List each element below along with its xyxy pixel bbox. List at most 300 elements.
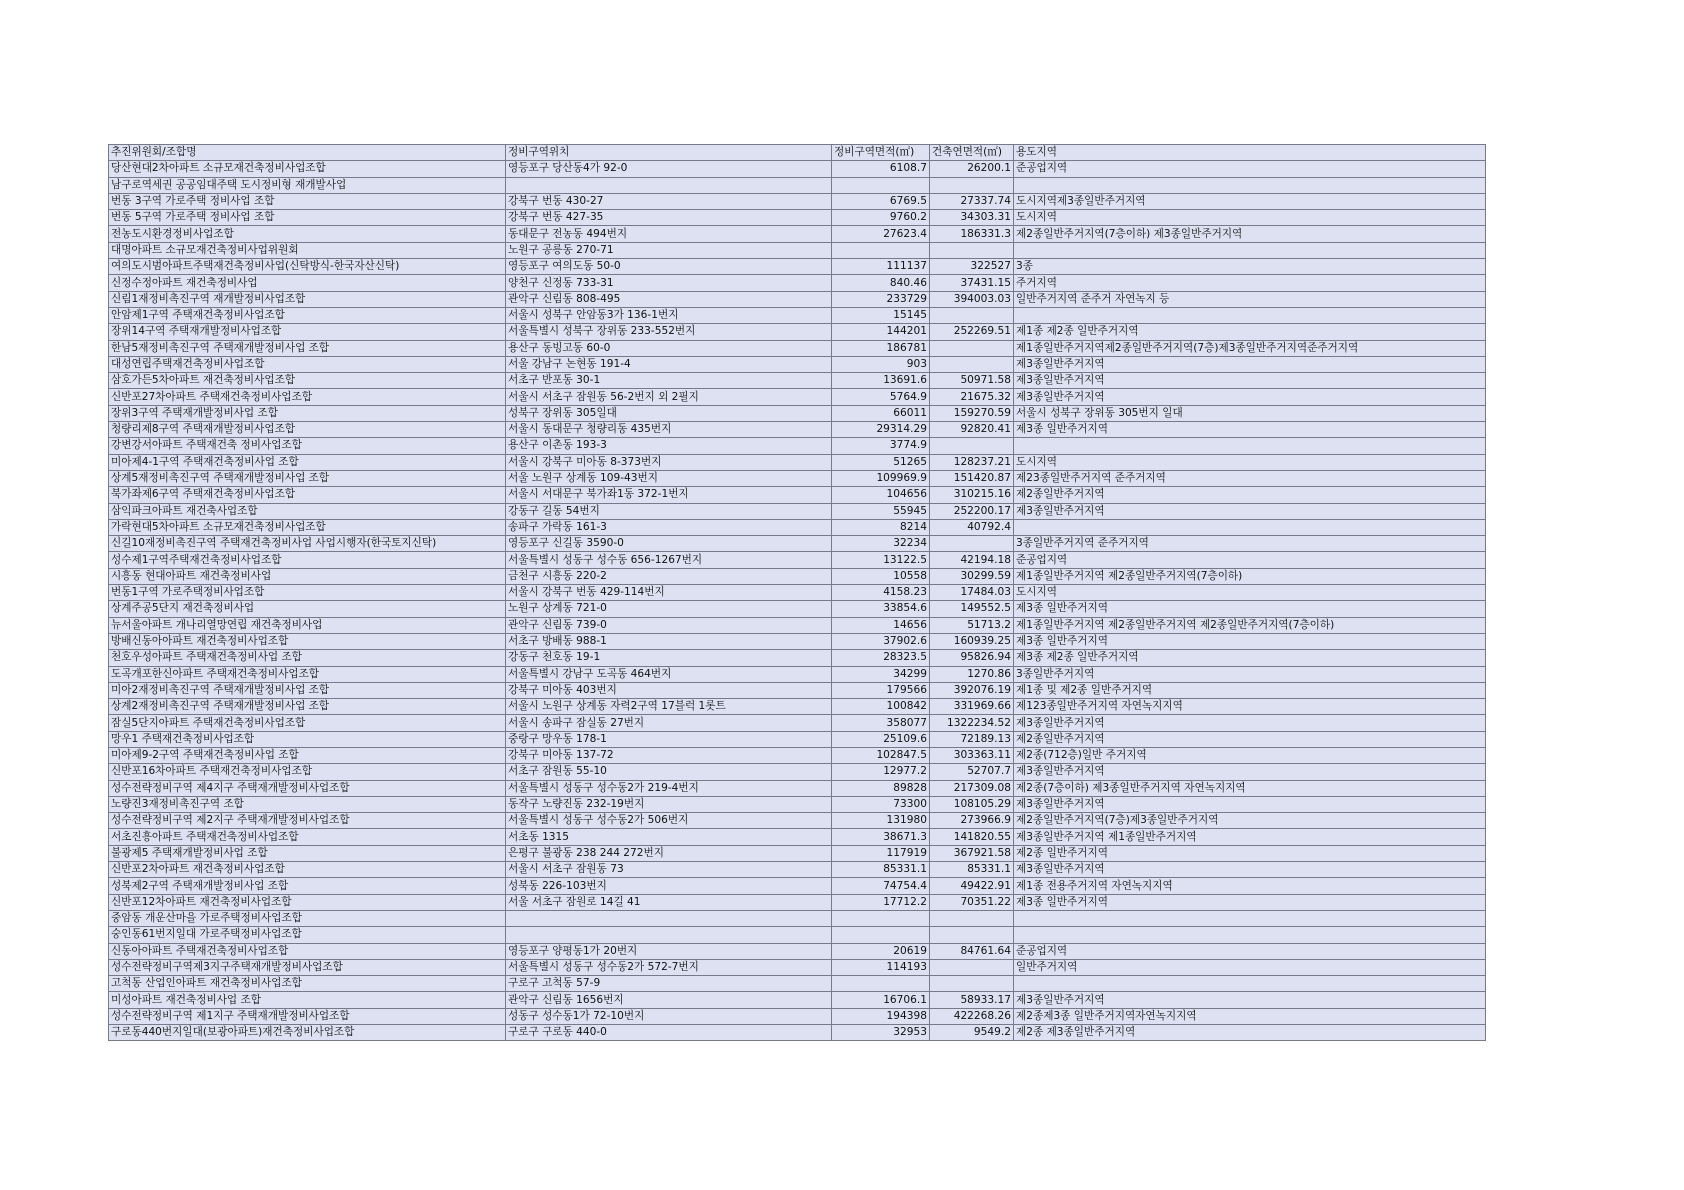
association-cell: 신반포12차아파트 재건축정비사업조합 bbox=[109, 894, 506, 910]
association-cell: 강변강서아파트 주택재건축 정비사업조합 bbox=[109, 438, 506, 454]
table-row bbox=[109, 862, 1486, 878]
location-cell: 송파구 가락동 161-3 bbox=[506, 519, 832, 535]
floor-area-cell: 49422.91 bbox=[930, 878, 1014, 894]
redevelopment-table bbox=[108, 144, 1486, 1041]
zoning-cell: 제2종일반주거지역 bbox=[1014, 487, 1486, 503]
floor-area-cell bbox=[930, 438, 1014, 454]
location-cell: 중랑구 망우동 178-1 bbox=[506, 731, 832, 747]
area-cell bbox=[832, 910, 930, 926]
floor-area-cell: 58933.17 bbox=[930, 992, 1014, 1008]
zoning-cell: 3종 bbox=[1014, 259, 1486, 275]
area-cell bbox=[832, 242, 930, 258]
floor-area-cell: 42194.18 bbox=[930, 552, 1014, 568]
area-cell: 73300 bbox=[832, 796, 930, 812]
floor-area-cell bbox=[930, 976, 1014, 992]
area-cell: 358077 bbox=[832, 715, 930, 731]
location-cell: 관악구 신림동 808-495 bbox=[506, 291, 832, 307]
association-cell: 성수제1구역주택재건축정비사업조합 bbox=[109, 552, 506, 568]
floor-area-cell bbox=[930, 927, 1014, 943]
table-row bbox=[109, 878, 1486, 894]
association-cell: 여의도시범아파트주택재건축정비사업(신탁방식-한국자산신탁) bbox=[109, 259, 506, 275]
table-row bbox=[109, 536, 1486, 552]
area-cell: 34299 bbox=[832, 666, 930, 682]
area-cell: 194398 bbox=[832, 1008, 930, 1024]
floor-area-cell: 149552.5 bbox=[930, 601, 1014, 617]
association-cell: 삼익파크아파트 재건축사업조합 bbox=[109, 503, 506, 519]
zoning-cell: 제3종일반주거지역 bbox=[1014, 764, 1486, 780]
association-cell: 번동 5구역 가로주택 정비사업 조합 bbox=[109, 210, 506, 226]
table-row bbox=[109, 438, 1486, 454]
table-row bbox=[109, 666, 1486, 682]
floor-area-cell: 108105.29 bbox=[930, 796, 1014, 812]
association-cell: 신반포2차아파트 재건축정비사업조합 bbox=[109, 862, 506, 878]
area-cell: 89828 bbox=[832, 780, 930, 796]
floor-area-cell bbox=[930, 536, 1014, 552]
location-cell: 서울특별시 성동구 성수동2가 219-4번지 bbox=[506, 780, 832, 796]
location-cell: 강북구 미아동 137-72 bbox=[506, 747, 832, 763]
association-cell: 뉴서울아파트 개나리열망연립 재건축정비사업 bbox=[109, 617, 506, 633]
location-cell: 강동구 천호동 19-1 bbox=[506, 650, 832, 666]
table-row bbox=[109, 259, 1486, 275]
header-cell-association: 추진위원회/조합명 bbox=[109, 145, 506, 161]
location-cell: 금천구 시흥동 220-2 bbox=[506, 568, 832, 584]
location-cell: 서울시 강북구 미아동 8-373번지 bbox=[506, 454, 832, 470]
association-cell: 성수전략정비구역 제2지구 주택재개발정비사업조합 bbox=[109, 813, 506, 829]
location-cell: 서초구 반포동 30-1 bbox=[506, 373, 832, 389]
location-cell: 서울시 노원구 상계동 자력2구역 17블럭 1롯트 bbox=[506, 699, 832, 715]
location-cell bbox=[506, 927, 832, 943]
zoning-cell: 도시지역 bbox=[1014, 585, 1486, 601]
area-cell: 100842 bbox=[832, 699, 930, 715]
area-cell bbox=[832, 927, 930, 943]
association-cell: 방배신동아아파트 재건축정비사업조합 bbox=[109, 633, 506, 649]
table-row bbox=[109, 796, 1486, 812]
area-cell: 114193 bbox=[832, 959, 930, 975]
location-cell: 강북구 미아동 403번지 bbox=[506, 682, 832, 698]
zoning-cell: 제3종일반주거지역 제1종일반주거지역 bbox=[1014, 829, 1486, 845]
location-cell: 영등포구 당산동4가 92-0 bbox=[506, 161, 832, 177]
table-row bbox=[109, 813, 1486, 829]
floor-area-cell: 128237.21 bbox=[930, 454, 1014, 470]
floor-area-cell bbox=[930, 356, 1014, 372]
table-row bbox=[109, 845, 1486, 861]
association-cell: 북가좌제6구역 주택재건축정비사업조합 bbox=[109, 487, 506, 503]
table-row bbox=[109, 389, 1486, 405]
location-cell: 구로구 고척동 57-9 bbox=[506, 976, 832, 992]
floor-area-cell: 52707.7 bbox=[930, 764, 1014, 780]
table-row bbox=[109, 487, 1486, 503]
area-cell: 25109.6 bbox=[832, 731, 930, 747]
zoning-cell: 제1종 제2종 일반주거지역 bbox=[1014, 324, 1486, 340]
floor-area-cell: 273966.9 bbox=[930, 813, 1014, 829]
area-cell: 13122.5 bbox=[832, 552, 930, 568]
floor-area-cell: 9549.2 bbox=[930, 1025, 1014, 1041]
table-row bbox=[109, 910, 1486, 926]
table-row bbox=[109, 470, 1486, 486]
association-cell: 장위14구역 주택재개발정비사업조합 bbox=[109, 324, 506, 340]
association-cell: 미아2재정비촉진구역 주택재개발정비사업 조합 bbox=[109, 682, 506, 698]
zoning-cell: 제3종일반주거지역 bbox=[1014, 862, 1486, 878]
area-cell: 903 bbox=[832, 356, 930, 372]
association-cell: 잠실5단지아파트 주택재건축정비사업조합 bbox=[109, 715, 506, 731]
table-body bbox=[109, 145, 1486, 1041]
zoning-cell: 제3종 일반주거지역 bbox=[1014, 633, 1486, 649]
location-cell: 서울시 동대문구 청량리동 435번지 bbox=[506, 422, 832, 438]
location-cell: 영등포구 여의도동 50-0 bbox=[506, 259, 832, 275]
zoning-cell: 도시지역제3종일반주거지역 bbox=[1014, 193, 1486, 209]
area-cell: 38671.3 bbox=[832, 829, 930, 845]
floor-area-cell: 252269.51 bbox=[930, 324, 1014, 340]
floor-area-cell: 322527 bbox=[930, 259, 1014, 275]
zoning-cell: 제3종일반주거지역 bbox=[1014, 373, 1486, 389]
location-cell: 성북동 226-103번지 bbox=[506, 878, 832, 894]
zoning-cell: 제3종 제2종 일반주거지역 bbox=[1014, 650, 1486, 666]
zoning-cell: 준공업지역 bbox=[1014, 161, 1486, 177]
area-cell: 28323.5 bbox=[832, 650, 930, 666]
floor-area-cell: 394003.03 bbox=[930, 291, 1014, 307]
association-cell: 중암동 개운산마을 가로주택정비사업조합 bbox=[109, 910, 506, 926]
association-cell: 청량리제8구역 주택재개발정비사업조합 bbox=[109, 422, 506, 438]
table-row bbox=[109, 682, 1486, 698]
floor-area-cell: 392076.19 bbox=[930, 682, 1014, 698]
zoning-cell: 제3종일반주거지역 bbox=[1014, 389, 1486, 405]
floor-area-cell: 310215.16 bbox=[930, 487, 1014, 503]
table-row bbox=[109, 585, 1486, 601]
table-row bbox=[109, 764, 1486, 780]
zoning-cell: 일반주거지역 준주거 자연녹지 등 bbox=[1014, 291, 1486, 307]
zoning-cell bbox=[1014, 927, 1486, 943]
table-row bbox=[109, 422, 1486, 438]
association-cell: 신길10재정비촉진구역 주택재건축정비사업 사업시행자(한국토지신탁) bbox=[109, 536, 506, 552]
zoning-cell: 제2종 제3종일반주거지역 bbox=[1014, 1025, 1486, 1041]
area-cell: 55945 bbox=[832, 503, 930, 519]
zoning-cell: 제1종일반주거지역 제2종일반주거지역(7층이하) bbox=[1014, 568, 1486, 584]
floor-area-cell: 40792.4 bbox=[930, 519, 1014, 535]
table-row bbox=[109, 617, 1486, 633]
floor-area-cell: 34303.31 bbox=[930, 210, 1014, 226]
location-cell: 성북구 장위동 305일대 bbox=[506, 405, 832, 421]
association-cell: 성수전략정비구역제3지구주택재개발정비사업조합 bbox=[109, 959, 506, 975]
zoning-cell: 제3종일반주거지역 bbox=[1014, 796, 1486, 812]
association-cell: 대명아파트 소규모재건축정비사업위원회 bbox=[109, 242, 506, 258]
area-cell: 840.46 bbox=[832, 275, 930, 291]
floor-area-cell bbox=[930, 307, 1014, 323]
location-cell: 영등포구 신길동 3590-0 bbox=[506, 536, 832, 552]
floor-area-cell: 30299.59 bbox=[930, 568, 1014, 584]
floor-area-cell: 186331.3 bbox=[930, 226, 1014, 242]
table-row bbox=[109, 454, 1486, 470]
association-cell: 상계5재정비촉진구역 주택재개발정비사업 조합 bbox=[109, 470, 506, 486]
table-row bbox=[109, 340, 1486, 356]
table-row bbox=[109, 552, 1486, 568]
floor-area-cell: 21675.32 bbox=[930, 389, 1014, 405]
area-cell: 144201 bbox=[832, 324, 930, 340]
table-row bbox=[109, 161, 1486, 177]
association-cell: 시흥동 현대아파트 재건축정비사업 bbox=[109, 568, 506, 584]
area-cell: 37902.6 bbox=[832, 633, 930, 649]
floor-area-cell: 217309.08 bbox=[930, 780, 1014, 796]
area-cell: 186781 bbox=[832, 340, 930, 356]
location-cell: 서울 강남구 논현동 191-4 bbox=[506, 356, 832, 372]
zoning-cell: 일반주거지역 bbox=[1014, 959, 1486, 975]
location-cell: 구로구 구로동 440-0 bbox=[506, 1025, 832, 1041]
area-cell: 5764.9 bbox=[832, 389, 930, 405]
table-row bbox=[109, 324, 1486, 340]
location-cell: 동대문구 전농동 494번지 bbox=[506, 226, 832, 242]
floor-area-cell: 422268.26 bbox=[930, 1008, 1014, 1024]
location-cell: 서울특별시 성동구 성수동2가 572-7번지 bbox=[506, 959, 832, 975]
table-row bbox=[109, 1008, 1486, 1024]
association-cell: 도곡개포한신아파트 주택재건축정비사업조합 bbox=[109, 666, 506, 682]
table-row bbox=[109, 193, 1486, 209]
table-row bbox=[109, 992, 1486, 1008]
table-row bbox=[109, 373, 1486, 389]
floor-area-cell: 72189.13 bbox=[930, 731, 1014, 747]
zoning-cell: 제2종 일반주거지역 bbox=[1014, 845, 1486, 861]
zoning-cell bbox=[1014, 438, 1486, 454]
area-cell: 27623.4 bbox=[832, 226, 930, 242]
area-cell: 111137 bbox=[832, 259, 930, 275]
floor-area-cell: 1270.86 bbox=[930, 666, 1014, 682]
location-cell: 강북구 번동 430-27 bbox=[506, 193, 832, 209]
table-row bbox=[109, 829, 1486, 845]
area-cell bbox=[832, 177, 930, 193]
location-cell: 서울시 송파구 잠실동 27번지 bbox=[506, 715, 832, 731]
zoning-cell: 제3종일반주거지역 bbox=[1014, 503, 1486, 519]
association-cell: 대성연립주택재건축정비사업조합 bbox=[109, 356, 506, 372]
location-cell: 서울특별시 성동구 성수동 656-1267번지 bbox=[506, 552, 832, 568]
association-cell: 미성아파트 재건축정비사업 조합 bbox=[109, 992, 506, 1008]
header-cell-zoning: 용도지역 bbox=[1014, 145, 1486, 161]
location-cell bbox=[506, 910, 832, 926]
association-cell: 성북제2구역 주택재개발정비사업 조합 bbox=[109, 878, 506, 894]
header-cell-area: 정비구역면적(㎡) bbox=[832, 145, 930, 161]
area-cell: 33854.6 bbox=[832, 601, 930, 617]
floor-area-cell: 92820.41 bbox=[930, 422, 1014, 438]
table-row bbox=[109, 405, 1486, 421]
area-cell: 9760.2 bbox=[832, 210, 930, 226]
association-cell: 신정수정아파트 재건축정비사업 bbox=[109, 275, 506, 291]
location-cell: 서울시 서초구 잠원동 73 bbox=[506, 862, 832, 878]
location-cell: 노원구 공릉동 270-71 bbox=[506, 242, 832, 258]
zoning-cell: 제2종(712층)일반 주거지역 bbox=[1014, 747, 1486, 763]
table-row bbox=[109, 715, 1486, 731]
association-cell: 안암제1구역 주택재건축정비사업조합 bbox=[109, 307, 506, 323]
zoning-cell: 제3종 일반주거지역 bbox=[1014, 601, 1486, 617]
location-cell: 서울특별시 성동구 성수동2가 506번지 bbox=[506, 813, 832, 829]
zoning-cell bbox=[1014, 177, 1486, 193]
zoning-cell: 제2종일반주거지역(7층이하) 제3종일반주거지역 bbox=[1014, 226, 1486, 242]
zoning-cell bbox=[1014, 307, 1486, 323]
table-row bbox=[109, 291, 1486, 307]
zoning-cell: 제123종일반주거지역 자연녹지지역 bbox=[1014, 699, 1486, 715]
floor-area-cell: 50971.58 bbox=[930, 373, 1014, 389]
zoning-cell: 제2종제3종 일반주거지역자연녹지지역 bbox=[1014, 1008, 1486, 1024]
zoning-cell bbox=[1014, 976, 1486, 992]
table-row bbox=[109, 1025, 1486, 1041]
association-cell: 고척동 산업인아파트 재건축정비사업조합 bbox=[109, 976, 506, 992]
area-cell: 20619 bbox=[832, 943, 930, 959]
header-cell-floor-area: 건축연면적(㎡) bbox=[930, 145, 1014, 161]
area-cell: 117919 bbox=[832, 845, 930, 861]
table-row bbox=[109, 601, 1486, 617]
association-cell: 신반포16차아파트 주택재건축정비사업조합 bbox=[109, 764, 506, 780]
floor-area-cell: 27337.74 bbox=[930, 193, 1014, 209]
location-cell: 서울특별시 강남구 도곡동 464번지 bbox=[506, 666, 832, 682]
association-cell: 성수전략정비구역 제4지구 주택재개발정비사업조합 bbox=[109, 780, 506, 796]
location-cell: 관악구 신림동 739-0 bbox=[506, 617, 832, 633]
area-cell: 13691.6 bbox=[832, 373, 930, 389]
floor-area-cell bbox=[930, 242, 1014, 258]
area-cell: 109969.9 bbox=[832, 470, 930, 486]
table-row bbox=[109, 650, 1486, 666]
association-cell: 번동1구역 가로주택정비사업조합 bbox=[109, 585, 506, 601]
association-cell: 전농도시환경정비사업조합 bbox=[109, 226, 506, 242]
association-cell: 천호우성아파트 주택재건축정비사업 조합 bbox=[109, 650, 506, 666]
association-cell: 신반포27차아파트 주택재건축정비사업조합 bbox=[109, 389, 506, 405]
floor-area-cell: 252200.17 bbox=[930, 503, 1014, 519]
location-cell: 서울 노원구 상계동 109-43번지 bbox=[506, 470, 832, 486]
location-cell: 노원구 상계동 721-0 bbox=[506, 601, 832, 617]
association-cell: 서초진흥아파트 주택재건축정비사업조합 bbox=[109, 829, 506, 845]
area-cell: 6769.5 bbox=[832, 193, 930, 209]
zoning-cell: 준공업지역 bbox=[1014, 943, 1486, 959]
zoning-cell: 제23종일반주거지역 준주거지역 bbox=[1014, 470, 1486, 486]
association-cell: 한남5재정비촉진구역 주택재개발정비사업 조합 bbox=[109, 340, 506, 356]
association-cell: 불광제5 주택재개발정비사업 조합 bbox=[109, 845, 506, 861]
floor-area-cell: 367921.58 bbox=[930, 845, 1014, 861]
floor-area-cell: 160939.25 bbox=[930, 633, 1014, 649]
area-cell: 12977.2 bbox=[832, 764, 930, 780]
zoning-cell bbox=[1014, 519, 1486, 535]
location-cell: 서울시 성북구 안암동3가 136-1번지 bbox=[506, 307, 832, 323]
area-cell: 10558 bbox=[832, 568, 930, 584]
area-cell: 74754.4 bbox=[832, 878, 930, 894]
location-cell: 강북구 번동 427-35 bbox=[506, 210, 832, 226]
area-cell: 3774.9 bbox=[832, 438, 930, 454]
location-cell: 용산구 동빙고동 60-0 bbox=[506, 340, 832, 356]
zoning-cell: 제1종일반주거지역제2종일반주거지역(7층)제3종일반주거지역준주거지역 bbox=[1014, 340, 1486, 356]
association-cell: 삼호가든5차아파트 재건축정비사업조합 bbox=[109, 373, 506, 389]
area-cell: 66011 bbox=[832, 405, 930, 421]
table-row bbox=[109, 927, 1486, 943]
location-cell: 강동구 길동 54번지 bbox=[506, 503, 832, 519]
area-cell: 17712.2 bbox=[832, 894, 930, 910]
floor-area-cell: 37431.15 bbox=[930, 275, 1014, 291]
table-row bbox=[109, 699, 1486, 715]
zoning-cell: 제1종 전용주거지역 자연녹지지역 bbox=[1014, 878, 1486, 894]
floor-area-cell bbox=[930, 959, 1014, 975]
area-cell: 16706.1 bbox=[832, 992, 930, 1008]
table-row bbox=[109, 242, 1486, 258]
floor-area-cell: 85331.1 bbox=[930, 862, 1014, 878]
floor-area-cell: 84761.64 bbox=[930, 943, 1014, 959]
zoning-cell: 주거지역 bbox=[1014, 275, 1486, 291]
location-cell: 서울특별시 성북구 장위동 233-552번지 bbox=[506, 324, 832, 340]
location-cell: 서울시 서대문구 북가좌1동 372-1번지 bbox=[506, 487, 832, 503]
area-cell: 179566 bbox=[832, 682, 930, 698]
table-row bbox=[109, 894, 1486, 910]
zoning-cell bbox=[1014, 242, 1486, 258]
location-cell: 은평구 불광동 238 244 272번지 bbox=[506, 845, 832, 861]
zoning-cell: 제1종 및 제2종 일반주거지역 bbox=[1014, 682, 1486, 698]
location-cell: 서초동 1315 bbox=[506, 829, 832, 845]
table-row bbox=[109, 503, 1486, 519]
location-cell: 동작구 노량진동 232-19번지 bbox=[506, 796, 832, 812]
area-cell bbox=[832, 976, 930, 992]
association-cell: 가락현대5차아파트 소규모재건축정비사업조합 bbox=[109, 519, 506, 535]
floor-area-cell bbox=[930, 340, 1014, 356]
floor-area-cell: 1322234.52 bbox=[930, 715, 1014, 731]
zoning-cell: 3종일반주거지역 준주거지역 bbox=[1014, 536, 1486, 552]
association-cell: 성수전략정비구역 제1지구 주택재개발정비사업조합 bbox=[109, 1008, 506, 1024]
area-cell: 32953 bbox=[832, 1025, 930, 1041]
location-cell: 서울시 서초구 잠원동 56-2번지 외 2필지 bbox=[506, 389, 832, 405]
area-cell: 8214 bbox=[832, 519, 930, 535]
area-cell: 85331.1 bbox=[832, 862, 930, 878]
table-row bbox=[109, 177, 1486, 193]
floor-area-cell: 95826.94 bbox=[930, 650, 1014, 666]
floor-area-cell: 151420.87 bbox=[930, 470, 1014, 486]
zoning-cell: 제3종 일반주거지역 bbox=[1014, 894, 1486, 910]
table-row bbox=[109, 780, 1486, 796]
table-row bbox=[109, 226, 1486, 242]
area-cell: 104656 bbox=[832, 487, 930, 503]
table-row bbox=[109, 519, 1486, 535]
location-cell: 양천구 신정동 733-31 bbox=[506, 275, 832, 291]
zoning-cell: 제3종일반주거지역 bbox=[1014, 992, 1486, 1008]
zoning-cell: 제3종 일반주거지역 bbox=[1014, 422, 1486, 438]
table-row bbox=[109, 976, 1486, 992]
table-row bbox=[109, 731, 1486, 747]
zoning-cell: 제2종(7층이하) 제3종일반주거지역 자연녹지지역 bbox=[1014, 780, 1486, 796]
location-cell: 서초구 잠원동 55-10 bbox=[506, 764, 832, 780]
association-cell: 당산현대2차아파트 소규모재건축정비사업조합 bbox=[109, 161, 506, 177]
table-row bbox=[109, 307, 1486, 323]
area-cell: 29314.29 bbox=[832, 422, 930, 438]
floor-area-cell: 70351.22 bbox=[930, 894, 1014, 910]
association-cell: 상계2재정비촉진구역 주택재개발정비사업 조합 bbox=[109, 699, 506, 715]
floor-area-cell: 17484.03 bbox=[930, 585, 1014, 601]
table-row bbox=[109, 959, 1486, 975]
zoning-cell: 제1종일반주거지역 제2종일반주거지역 제2종일반주거지역(7층이하) bbox=[1014, 617, 1486, 633]
table-row bbox=[109, 275, 1486, 291]
floor-area-cell: 331969.66 bbox=[930, 699, 1014, 715]
floor-area-cell: 303363.11 bbox=[930, 747, 1014, 763]
floor-area-cell: 159270.59 bbox=[930, 405, 1014, 421]
area-cell: 102847.5 bbox=[832, 747, 930, 763]
zoning-cell: 도시지역 bbox=[1014, 454, 1486, 470]
association-cell: 구로동440번지일대(보광아파트)재건축정비사업조합 bbox=[109, 1025, 506, 1041]
association-cell: 망우1 주택재건축정비사업조합 bbox=[109, 731, 506, 747]
zoning-cell bbox=[1014, 910, 1486, 926]
floor-area-cell: 51713.2 bbox=[930, 617, 1014, 633]
location-cell: 서초구 방배동 988-1 bbox=[506, 633, 832, 649]
header-row bbox=[109, 145, 1486, 161]
area-cell: 32234 bbox=[832, 536, 930, 552]
area-cell: 14656 bbox=[832, 617, 930, 633]
header-cell-location: 정비구역위치 bbox=[506, 145, 832, 161]
zoning-cell: 도시지역 bbox=[1014, 210, 1486, 226]
location-cell: 용산구 이촌동 193-3 bbox=[506, 438, 832, 454]
location-cell: 성동구 성수동1가 72-10번지 bbox=[506, 1008, 832, 1024]
zoning-cell: 제3종일반주거지역 bbox=[1014, 356, 1486, 372]
zoning-cell: 제2종일반주거지역(7층)제3종일반주거지역 bbox=[1014, 813, 1486, 829]
association-cell: 숭인동61번지일대 가로주택정비사업조합 bbox=[109, 927, 506, 943]
zoning-cell: 3종일반주거지역 bbox=[1014, 666, 1486, 682]
table-row bbox=[109, 356, 1486, 372]
area-cell: 15145 bbox=[832, 307, 930, 323]
